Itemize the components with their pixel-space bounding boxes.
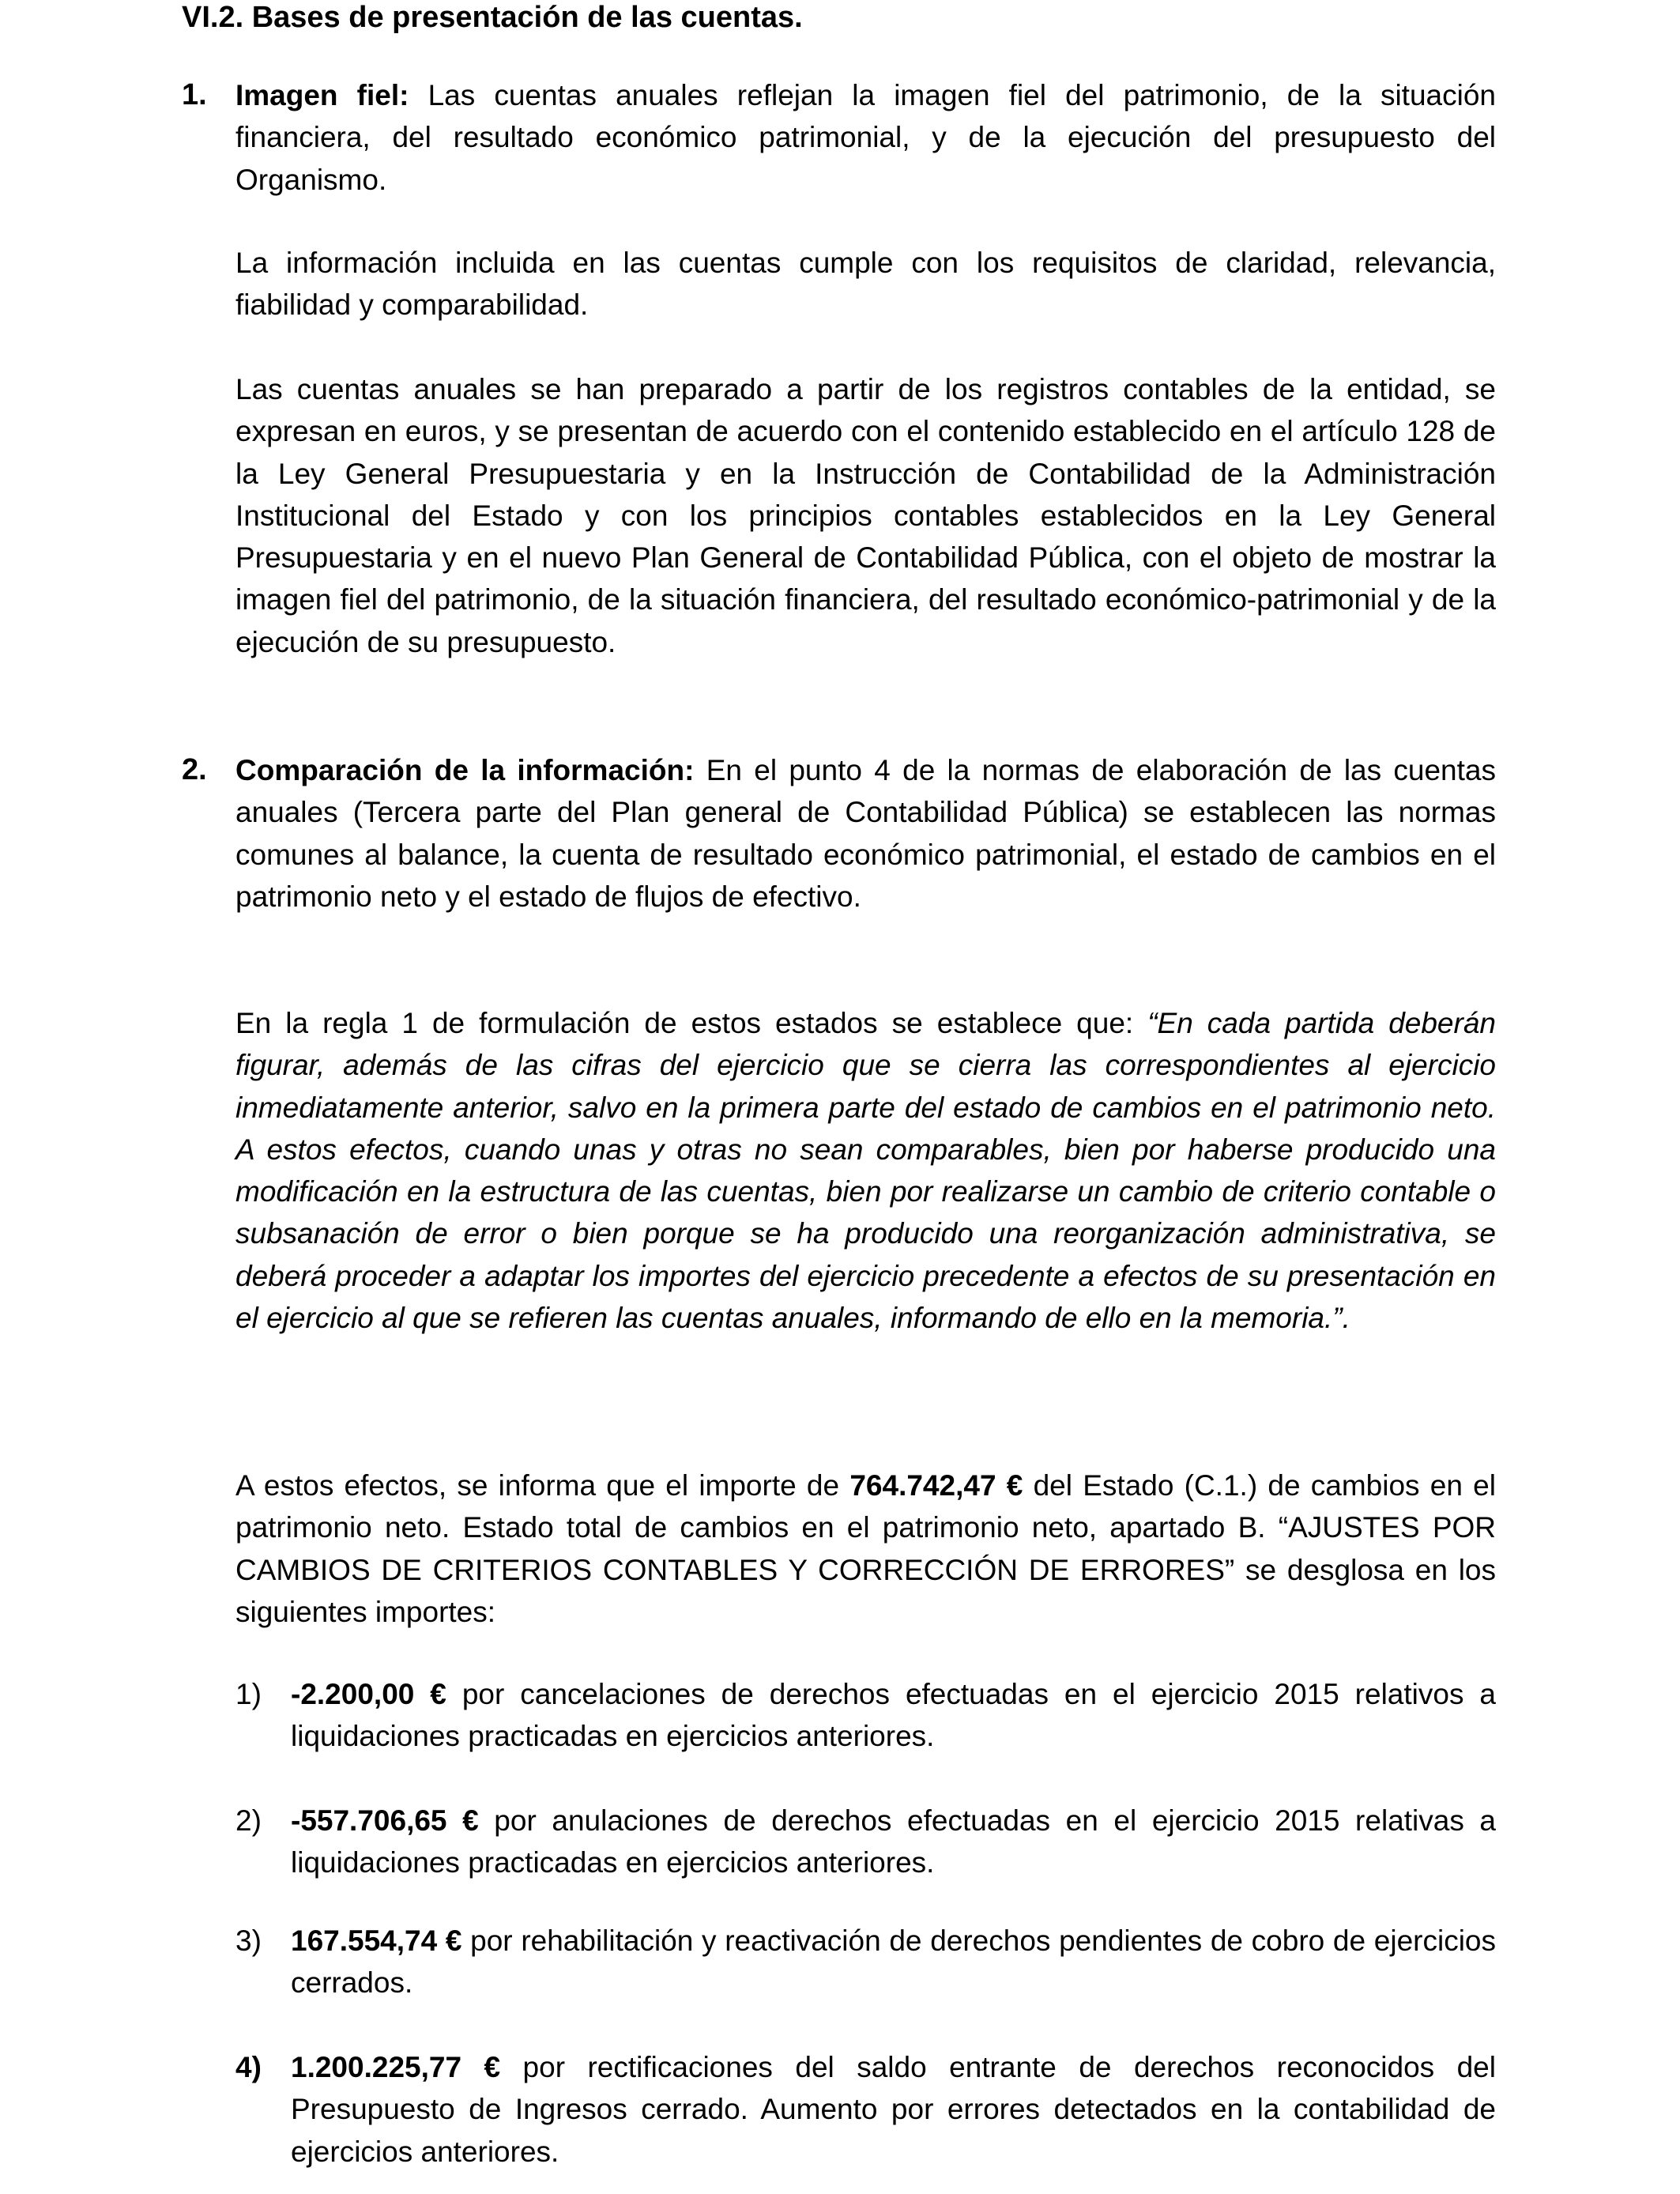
item-1-number: 1. [182, 78, 207, 111]
item-1-paragraph-1 [235, 74, 1496, 201]
subitem-2-text: por anulaciones de derechos efectuadas en el ejercicio 2015 relativas a liquidaciones practicadas en ejercicios anteriores. [291, 1804, 1496, 1879]
item-2-rule-intro: En la regla 1 de formulación de estos estados se establece que: [235, 1007, 1148, 1039]
item-2-total-amount: 764.742,47 € [849, 1469, 1023, 1502]
item-1-paragraph-2: La información incluida en las cuentas cumple con los requisitos de claridad, relevancia, fiabilidad y comparabilidad. [235, 247, 1496, 322]
item-2-title: Comparación de la información: [235, 754, 695, 786]
subitem-1-number: 1) [235, 1678, 262, 1710]
subitem-2 [291, 1800, 1496, 1884]
item-2-rule-quote: “En cada partida deberán figurar, además de las cifras del ejercicio que se cierra las correspondientes al ejercicio inmediatamente anterior, salvo en la primera parte del estado de cambios en el patrimonio neto. A estos efectos, cuando unas y otras no sean comparables, bien por haberse producido una modificación en la estructura de las cuentas, bien por realizarse un cambio de criterio contable o subsanación de error o bien porque se ha producido una reorganización administrativa, se deberá proceder a adaptar los importes del ejercicio precedente a efectos de su presentación en el ejercicio al que se refieren las cuentas anuales, informando de ello en la memoria.”. [235, 1007, 1496, 1335]
item-2-paragraph-2 [235, 1002, 1496, 1339]
subitem-4-number: 4) [235, 2051, 262, 2083]
subitem-3 [291, 1920, 1496, 2004]
subitem-2-amount: -557.706,65 € [291, 1804, 479, 1837]
section-heading: VI.2. Bases de presentación de las cuentas. [182, 1, 803, 34]
subitem-4-text: por rectificaciones del saldo entrante de derechos reconocidos del Presupuesto de Ingresos cerrado. Aumento por errores detectados en la contabilidad de ejercicios anteriores. [291, 2051, 1496, 2168]
item-1-paragraph-3: Las cuentas anuales se han preparado a partir de los registros contables de la entidad, se expresan en euros, y se presentan de acuerdo con el contenido establecido en el artículo 128 de la Ley General Presupuestaria y en la Instrucción de Contabilidad de la Administración Institucional del Estado y con los principios contables establecidos en la Ley General Presupuestaria y en el nuevo Plan General de Contabilidad Pública, con el objeto de mostrar la imagen fiel del patrimonio, de la situación financiera, del resultado económico-patrimonial y de la ejecución de su presupuesto. [235, 373, 1496, 658]
subitem-1 [291, 1673, 1496, 1758]
subitem-3-amount: 167.554,74 € [291, 1924, 462, 1957]
subitem-4-amount: 1.200.225,77 € [291, 2051, 501, 2083]
item-2-paragraph-3 [235, 1465, 1496, 1633]
subitem-4 [291, 2046, 1496, 2173]
subitem-1-text: por cancelaciones de derechos efectuadas en el ejercicio 2015 relativos a liquidaciones practicadas en ejercicios anteriores. [291, 1678, 1496, 1753]
item-2-text: En el punto 4 de la normas de elaboración de las cuentas anuales (Tercera parte del Plan general de Contabilidad Pública) se establecen las normas comunes al balance, la cuenta de resultado económico patrimonial, el estado de cambios en el patrimonio neto y el estado de flujos de efectivo. [235, 754, 1496, 913]
item-2-para3-b: del Estado (C.1.) de cambios en el patrimonio neto. Estado total de cambios en el patrimonio neto, apartado B. “AJUSTES POR CAMBIOS DE CRITERIOS CONTABLES Y CORRECCIÓN DE ERRORES” se desglosa en los siguientes importes: [235, 1469, 1496, 1628]
subitem-3-number: 3) [235, 1924, 262, 1957]
item-2-number: 2. [182, 753, 207, 786]
item-1-title: Imagen fiel: [235, 79, 409, 111]
subitem-2-number: 2) [235, 1804, 262, 1837]
item-2-paragraph-1 [235, 749, 1496, 918]
subitem-3-text: por rehabilitación y reactivación de derechos pendientes de cobro de ejercicios cerrados. [291, 1924, 1496, 2000]
item-2-para3-a: A estos efectos, se informa que el importe de [235, 1469, 850, 1502]
item-1-text: Las cuentas anuales reflejan la imagen fiel del patrimonio, de la situación financiera, del resultado económico patrimonial, y de la ejecución del presupuesto del Organismo. [235, 79, 1496, 196]
subitem-1-amount: -2.200,00 € [291, 1678, 446, 1710]
